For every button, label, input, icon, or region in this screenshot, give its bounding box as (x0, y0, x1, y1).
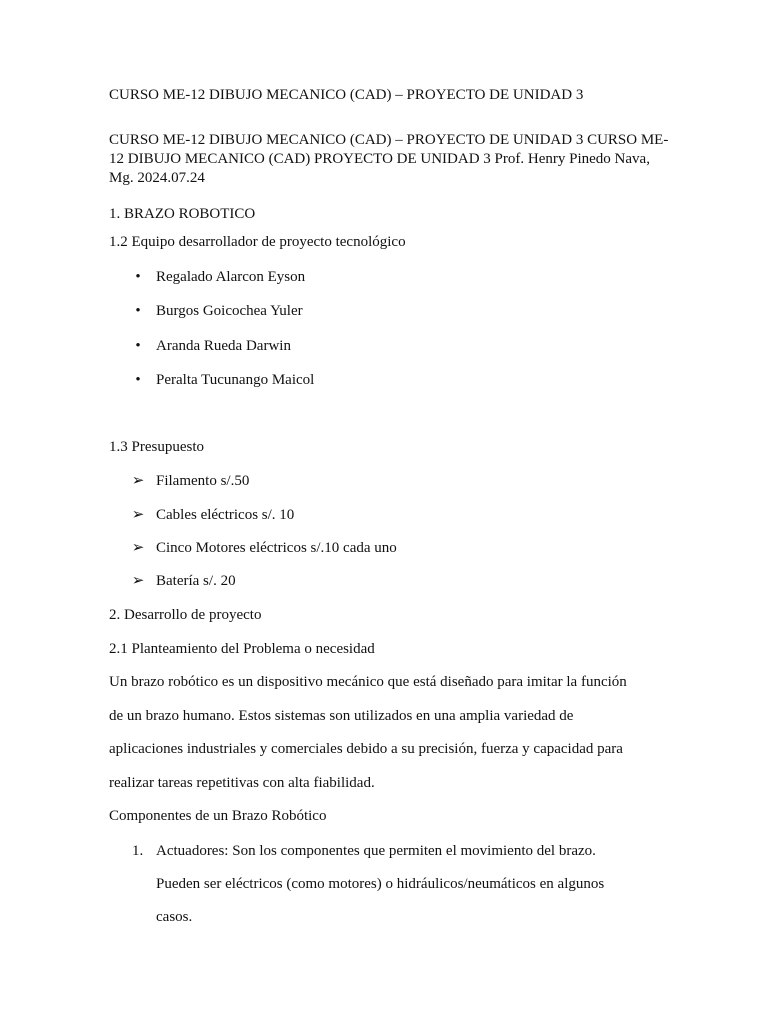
list-item-line: Actuadores: Son los componentes que permiten el movimiento del brazo. (156, 843, 596, 859)
section-heading-1-3: 1.3 Presupuesto (109, 439, 204, 455)
arrow-bullet-icon: ➢ (131, 473, 145, 489)
section-heading-1: 1. BRAZO ROBOTICO (109, 206, 256, 222)
paragraph-line: aplicaciones industriales y comerciales debido a su precisión, fuerza y capacidad para (109, 741, 623, 757)
list-item-line: Pueden ser eléctricos (como motores) o hidráulicos/neumáticos en algunos (156, 876, 605, 892)
section-heading-2: 2. Desarrollo de proyecto (109, 607, 262, 623)
bullet-dot: • (135, 338, 141, 354)
paragraph-line: de un brazo humano. Estos sistemas son utilizados en una amplia variedad de (109, 708, 574, 724)
budget-item: Batería s/. 20 (156, 573, 236, 589)
section-heading-2-1: 2.1 Planteamiento del Problema o necesidad (109, 641, 375, 657)
arrow-bullet-icon: ➢ (131, 507, 145, 523)
list-item-line: casos. (156, 909, 193, 925)
list-number: 1. (132, 843, 144, 859)
paragraph-line: Un brazo robótico es un dispositivo mecánico que está diseñado para imitar la función (109, 674, 627, 690)
budget-item: Filamento s/.50 (156, 473, 250, 489)
arrow-bullet-icon: ➢ (131, 573, 145, 589)
team-member: Aranda Rueda Darwin (156, 338, 291, 354)
team-member: Burgos Goicochea Yuler (156, 303, 303, 319)
team-member: Peralta Tucunango Maicol (156, 372, 315, 388)
section-heading-1-2: 1.2 Equipo desarrollador de proyecto tecnológico (109, 234, 406, 250)
budget-item: Cinco Motores eléctricos s/.10 cada uno (156, 540, 397, 556)
paragraph-line: realizar tareas repetitivas con alta fiabilidad. (109, 775, 375, 791)
bullet-dot: • (135, 269, 141, 285)
document-title: CURSO ME-12 DIBUJO MECANICO (CAD) – PROYECTO DE UNIDAD 3 (109, 87, 584, 103)
bullet-dot: • (135, 303, 141, 319)
bullet-dot: • (135, 372, 141, 388)
document-header: CURSO ME-12 DIBUJO MECANICO (CAD) – PROYECTO DE UNIDAD 3 CURSO ME-12 DIBUJO MECANICO (CAD) PROYECTO DE UNIDAD 3 Prof. Henry Pinedo Nava, Mg. 2024.07.24 (109, 132, 669, 186)
budget-item: Cables eléctricos s/. 10 (156, 507, 295, 523)
team-member: Regalado Alarcon Eyson (156, 269, 306, 285)
components-heading: Componentes de un Brazo Robótico (109, 808, 327, 824)
arrow-bullet-icon: ➢ (131, 540, 145, 556)
